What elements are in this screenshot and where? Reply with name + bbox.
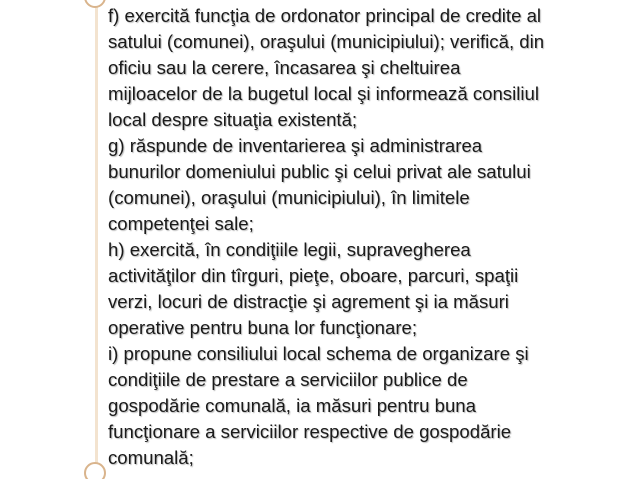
- text-line: competenţei sale;: [108, 213, 254, 234]
- text-line: operative pentru buna lor funcţionare;: [108, 317, 418, 338]
- text-line: g) răspunde de inventarierea şi administrarea: [108, 135, 483, 156]
- text-line: gospodărie comunală, ia măsuri pentru buna: [108, 395, 476, 416]
- decorative-circle-top: [84, 0, 106, 8]
- text-line: local despre situaţia existentă;: [108, 109, 358, 130]
- text-line: funcţionare a serviciilor respective de gospodărie: [108, 421, 512, 442]
- text-line: verzi, locuri de distracţie şi agrement şi ia măsuri: [108, 291, 509, 312]
- text-line: bunurilor domeniului public şi celui privat ale satului: [108, 161, 531, 182]
- decorative-vertical-rule: [95, 0, 98, 479]
- decorative-circle-bottom: [84, 462, 106, 479]
- text-line: activităţilor din tîrguri, pieţe, oboare, parcuri, spaţii: [108, 265, 519, 286]
- text-line: oficiu sau la cerere, încasarea şi cheltuirea: [108, 57, 461, 78]
- slide-body-text: [108, 3, 628, 471]
- text-line: f) exercită funcţia de ordonator principal de credite al: [108, 5, 542, 26]
- text-line: condiţiile de prestare a serviciilor publice de: [108, 369, 468, 390]
- text-line: h) exercită, în condiţiile legii, supravegherea: [108, 239, 471, 260]
- text-line: (comunei), oraşului (municipiului), în limitele: [108, 187, 470, 208]
- text-line: i) propune consiliului local schema de organizare şi: [108, 343, 529, 364]
- text-line: comunală;: [108, 447, 194, 468]
- text-line: mijloacelor de la bugetul local şi informează consiliul: [108, 83, 539, 104]
- text-line: satului (comunei), oraşului (municipiului); verifică, din: [108, 31, 545, 52]
